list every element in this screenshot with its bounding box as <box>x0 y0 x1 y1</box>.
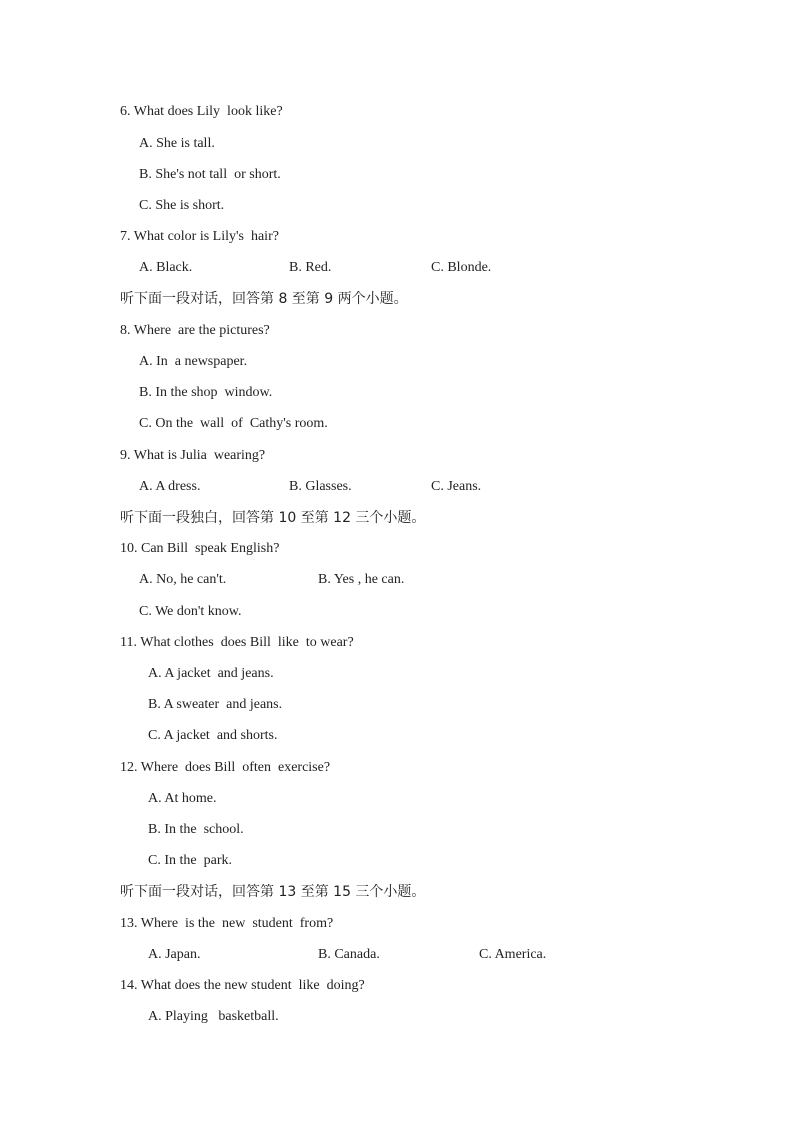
question-14: 14. What does the new student like doing? <box>120 978 365 993</box>
question-10: 10. Can Bill speak English? <box>120 541 280 556</box>
q9-option-a: A. A dress. <box>139 479 201 494</box>
section-instruction-2: 听下面一段独白，回答第 10 至第 12 三个小题。 <box>120 510 426 526</box>
question-7: 7. What color is Lily's hair? <box>120 229 279 244</box>
section-instruction-1: 听下面一段对话，回答第 8 至第 9 两个小题。 <box>120 291 408 307</box>
q14-option-a: A. Playing basketball. <box>148 1009 279 1024</box>
section-instruction-3: 听下面一段对话，回答第 13 至第 15 三个小题。 <box>120 884 426 900</box>
question-6: 6. What does Lily look like? <box>120 104 283 119</box>
q9-option-b: B. Glasses. <box>289 479 352 494</box>
q12-option-a: A. At home. <box>148 791 217 806</box>
q8-option-a: A. In a newspaper. <box>139 354 248 369</box>
q10-option-c: C. We don't know. <box>139 604 242 619</box>
q7-option-c: C. Blonde. <box>431 260 492 275</box>
q13-option-b: B. Canada. <box>318 947 380 962</box>
q13-option-c: C. America. <box>479 947 547 962</box>
question-9: 9. What is Julia wearing? <box>120 448 266 463</box>
question-13: 13. Where is the new student from? <box>120 916 334 931</box>
q10-option-a: A. No, he can't. <box>139 572 227 587</box>
q11-option-b: B. A sweater and jeans. <box>148 697 283 712</box>
q8-option-c: C. On the wall of Cathy's room. <box>139 416 328 431</box>
q9-option-c: C. Jeans. <box>431 479 482 494</box>
question-8: 8. Where are the pictures? <box>120 323 270 338</box>
q6-option-b: B. She's not tall or short. <box>139 167 281 182</box>
q8-option-b: B. In the shop window. <box>139 385 273 400</box>
q11-option-a: A. A jacket and jeans. <box>148 666 274 681</box>
question-11: 11. What clothes does Bill like to wear? <box>120 635 354 650</box>
question-12: 12. Where does Bill often exercise? <box>120 760 331 775</box>
q10-option-b: B. Yes , he can. <box>318 572 405 587</box>
q12-option-c: C. In the park. <box>148 853 232 868</box>
q7-option-a: A. Black. <box>139 260 193 275</box>
q7-option-b: B. Red. <box>289 260 332 275</box>
q12-option-b: B. In the school. <box>148 822 244 837</box>
q6-option-c: C. She is short. <box>139 198 225 213</box>
q13-option-a: A. Japan. <box>148 947 201 962</box>
q6-option-a: A. She is tall. <box>139 136 215 151</box>
q11-option-c: C. A jacket and shorts. <box>148 728 278 743</box>
